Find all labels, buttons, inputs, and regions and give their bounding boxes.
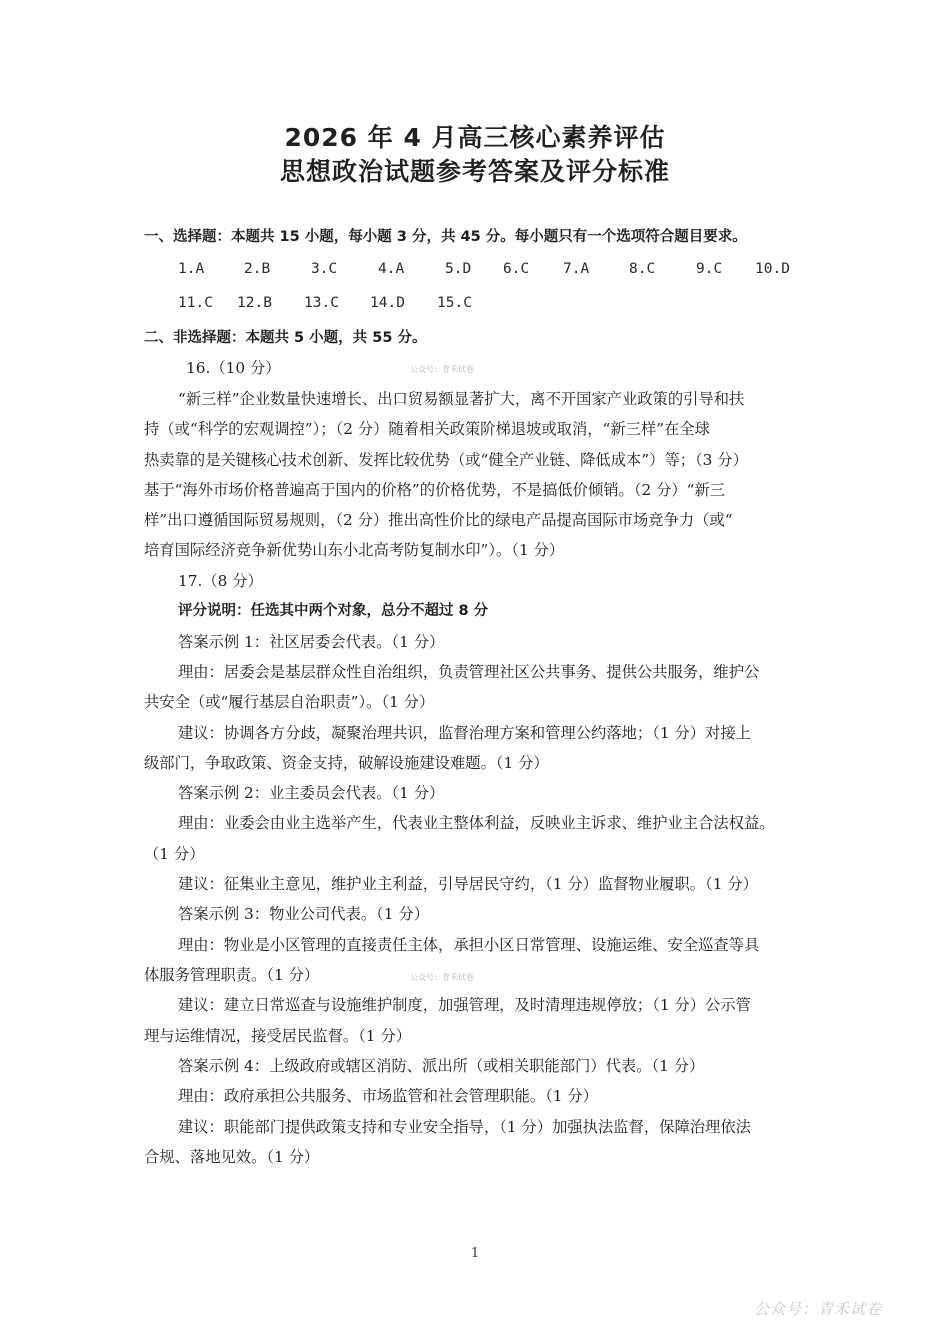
q17-line: 建议：职能部门提供政策支持和专业安全指导，（1 分）加强执法监督，保障治理依法 — [178, 1118, 751, 1136]
q17-label: 17.（8 分） — [178, 572, 263, 590]
q16-line: 热卖靠的是关键核心技术创新、发挥比较优势（或“健全产业链、降低成本”）等；（3 分） — [144, 451, 748, 469]
q17-line: 理由：物业是小区管理的直接责任主体，承担小区日常管理、设施运维、安全巡查等具 — [178, 936, 760, 954]
q17-line: 答案示例 2：业主委员会代表。（1 分） — [178, 784, 445, 802]
answer-item: 10.D — [755, 261, 790, 277]
answer-item: 11.C — [178, 295, 213, 311]
answer-item: 3.C — [311, 261, 338, 277]
q17-line: 体服务管理职责。（1 分） — [144, 966, 320, 984]
q17-line: 理由：居委会是基层群众性自治组织，负责管理社区公共事务、提供公共服务，维护公 — [178, 663, 760, 681]
watermark-bottom: 公众号：青禾试卷 — [753, 1300, 882, 1318]
q17-line: 建议：征集业主意见，维护业主利益，引导居民守约，（1 分）监督物业履职。（1 分） — [178, 875, 758, 893]
q16-line: 样”出口遵循国际贸易规则，（2 分）推出高性价比的绿电产品提高国际市场竞争力（或“ — [144, 511, 733, 529]
section2-heading: 二、非选择题：本题共 5 小题，共 55 分。 — [144, 330, 427, 346]
q17-line: 理由：政府承担公共服务、市场监管和社会管理职能。（1 分） — [178, 1087, 598, 1105]
answer-item: 7.A — [563, 261, 590, 277]
answer-item: 15.C — [437, 295, 472, 311]
answer-item: 5.D — [445, 261, 472, 277]
q17-line: （1 分） — [144, 845, 205, 863]
answer-item: 8.C — [629, 261, 656, 277]
q17-line: 理由：业委会由业主选举产生，代表业主整体利益，反映业主诉求、维护业主合法权益。 — [178, 814, 775, 832]
q16-label: 16.（10 分） — [186, 359, 281, 377]
q17-line: 共安全（或“履行基层自治职责”）。（1 分） — [144, 693, 435, 711]
page-title-line1: 2026 年 4 月高三核心素养评估 — [284, 123, 666, 152]
answer-item: 6.C — [503, 261, 530, 277]
q17-line: 理与运维情况，接受居民监督。（1 分） — [144, 1027, 411, 1045]
section1-heading: 一、选择题：本题共 15 小题，每小题 3 分，共 45 分。每小题只有一个选项符合题目要求。 — [144, 229, 747, 245]
q16-line: 持（或“科学的宏观调控”）；（2 分）随着相关政策阶梯退坡或取消，“新三样”在全球 — [144, 420, 710, 438]
answer-item: 1.A — [178, 261, 205, 277]
watermark-small: 公众号：青禾试卷 — [410, 973, 474, 982]
answer-item: 4.A — [378, 261, 405, 277]
q16-line: 基于“海外市场价格普遍高于国内的价格”的价格优势，不是搞低价倾销。（2 分）“新三 — [144, 481, 726, 499]
page-title-line2: 思想政治试题参考答案及评分标准 — [279, 157, 670, 186]
watermark-small: 公众号：青禾试卷 — [410, 365, 474, 374]
page-number: 1 — [470, 1246, 480, 1261]
answer-item: 14.D — [370, 295, 405, 311]
q17-line: 建议：建立日常巡查与设施维护制度，加强管理，及时清理违规停放；（1 分）公示管 — [178, 996, 751, 1014]
answer-item: 13.C — [304, 295, 339, 311]
answer-item: 12.B — [237, 295, 272, 311]
q16-line: 培育国际经济竞争新优势山东小北高考防复制水印”）。（1 分） — [144, 541, 565, 559]
answer-item: 9.C — [696, 261, 723, 277]
q17-line: 答案示例 1：社区居委会代表。（1 分） — [178, 633, 445, 651]
q17-line: 答案示例 4：上级政府或辖区消防、派出所（或相关职能部门）代表。（1 分） — [178, 1057, 705, 1075]
q17-line: 级部门，争取政策、资金支持，破解设施建设难题。（1 分） — [144, 754, 549, 772]
q17-line: 建议：协调各方分歧，凝聚治理共识，监督治理方案和管理公约落地；（1 分）对接上 — [178, 724, 751, 742]
q17-scoring-note: 评分说明：任选其中两个对象，总分不超过 8 分 — [178, 603, 489, 619]
q17-line: 答案示例 3：物业公司代表。（1 分） — [178, 905, 429, 923]
answer-item: 2.B — [244, 261, 271, 277]
q16-line: “新三样”企业数量快速增长、出口贸易额显著扩大，离不开国家产业政策的引导和扶 — [178, 390, 745, 408]
q17-line: 合规、落地见效。（1 分） — [144, 1148, 320, 1166]
